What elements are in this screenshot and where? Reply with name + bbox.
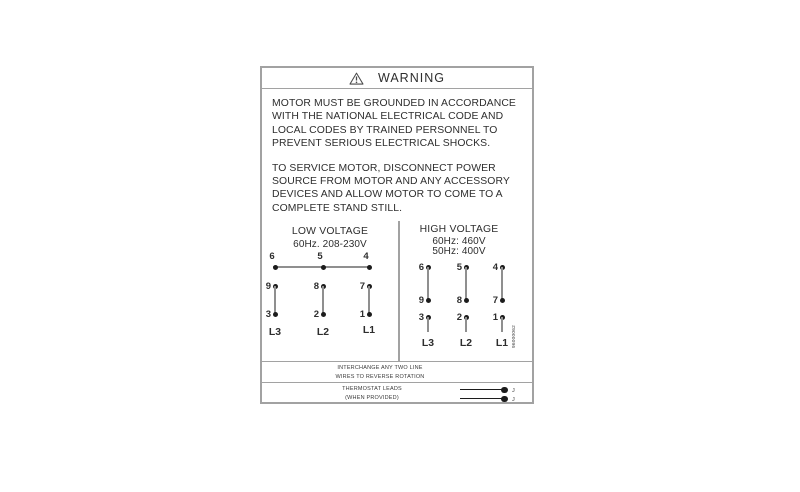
terminal-number: 2 [313, 308, 319, 320]
grounding-line: PREVENT SERIOUS ELECTRICAL SHOCKS. [272, 138, 491, 150]
grounding-line: WITH THE NATIONAL ELECTRICAL CODE AND [272, 111, 504, 123]
terminal-number: 7 [492, 294, 498, 306]
line-label: L2 [316, 327, 330, 338]
terminal-number: 3 [418, 311, 424, 323]
lead-terminal-dot [501, 387, 508, 394]
low-voltage-subtitle: 60Hz. 208-230V [293, 239, 367, 250]
thermostat-note-line: (WHEN PROVIDED) [345, 395, 399, 401]
service-paragraph [272, 162, 528, 216]
line-label: L1 [362, 325, 376, 336]
terminal-dot [321, 265, 326, 270]
terminal-dot [500, 298, 505, 303]
grounding-line: LOCAL CODES BY TRAINED PERSONNEL TO [272, 124, 498, 136]
line-label: L2 [459, 338, 473, 349]
connector-wire [501, 317, 502, 332]
terminal-number: 7 [359, 280, 365, 292]
voltage-diagrams-section [262, 221, 532, 362]
high-voltage-subtitle-60hz: 60Hz: 460V [432, 235, 486, 247]
terminal-dot [367, 312, 372, 317]
high-voltage-title: HIGH VOLTAGE [419, 224, 499, 235]
service-line: TO SERVICE MOTOR, DISCONNECT POWER [272, 162, 496, 174]
terminal-number: 6 [269, 251, 275, 262]
connector-wire [322, 286, 323, 314]
service-line: DEVICES AND ALLOW MOTOR TO COME TO A [272, 189, 503, 201]
line-label: L1 [495, 338, 509, 349]
terminal-number: 4 [492, 261, 498, 273]
warning-body [272, 97, 528, 215]
lead-wire [460, 389, 502, 390]
connector-wire [427, 267, 428, 300]
thermostat-note-line: THERMOSTAT LEADS [342, 385, 402, 392]
service-line: SOURCE FROM MOTOR AND ANY ACCESSORY [272, 176, 510, 188]
terminal-dot [367, 265, 372, 270]
terminal-dot [273, 265, 278, 270]
terminal-dot [426, 298, 431, 303]
line-label: L3 [268, 327, 282, 338]
terminal-number: 1 [492, 311, 498, 323]
terminal-number: 9 [418, 294, 424, 306]
connector-wire [501, 267, 502, 300]
terminal-number: 5 [456, 261, 462, 273]
warning-triangle-icon [349, 72, 364, 85]
high-voltage-section [400, 221, 532, 361]
terminal-number: 2 [456, 311, 462, 323]
high-voltage-subtitle-50hz: 50Hz: 400V [432, 245, 486, 257]
grounding-line: MOTOR MUST BE GROUNDED IN ACCORDANCE [272, 98, 516, 109]
terminal-number: 4 [363, 251, 369, 262]
grounding-paragraph [272, 97, 528, 151]
lead-label: J [512, 397, 515, 403]
terminal-dot [273, 312, 278, 317]
rotation-note [262, 363, 532, 383]
lead-terminal-dot [501, 396, 508, 403]
low-voltage-section [262, 221, 398, 361]
connector-wire [274, 286, 275, 314]
connector-wire [465, 267, 466, 300]
rotation-note-line: WIRES TO REVERSE ROTATION [335, 374, 425, 380]
low-voltage-title: LOW VOLTAGE [291, 226, 369, 237]
line-label: L3 [421, 338, 435, 349]
warning-title: WARNING [378, 71, 445, 85]
connector-wire [368, 286, 369, 314]
terminal-number: 8 [313, 280, 319, 292]
connector-wire [465, 317, 466, 332]
thermostat-note [262, 384, 532, 402]
warning-header [262, 68, 532, 89]
lead-label: J [512, 388, 515, 394]
connector-wire [427, 317, 428, 332]
terminal-dot [321, 312, 326, 317]
lead-wire [460, 398, 502, 399]
terminal-number: 8 [456, 294, 462, 306]
motor-warning-label [260, 66, 534, 404]
terminal-number: 6 [418, 261, 424, 273]
terminal-dot [464, 298, 469, 303]
terminal-number: 9 [265, 280, 271, 292]
terminal-number: 5 [317, 251, 323, 262]
service-line: COMPLETE STAND STILL. [272, 202, 403, 214]
rotation-note-line: INTERCHANGE ANY TWO LINE [337, 364, 423, 371]
terminal-number: 1 [359, 308, 365, 320]
terminal-number: 3 [265, 308, 271, 320]
part-number: 96000062 [512, 325, 517, 349]
